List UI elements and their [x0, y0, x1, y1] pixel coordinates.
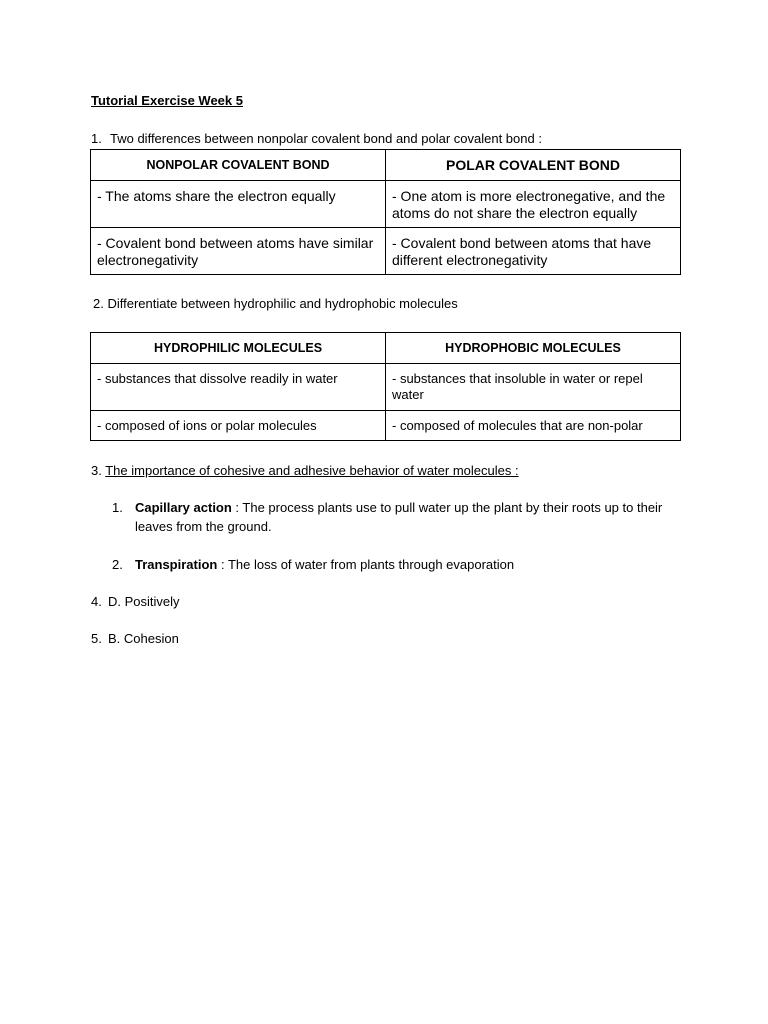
- question-5: [91, 631, 179, 646]
- list-item-number: 1.: [112, 500, 123, 515]
- question-4: [91, 594, 180, 609]
- table-cell: - Covalent bond between atoms have similar electronegativity: [97, 235, 374, 268]
- list-item: [112, 498, 682, 536]
- question-1-number: 1.: [91, 131, 102, 146]
- table-row: [91, 228, 681, 275]
- table-cell: - substances that dissolve readily in water: [97, 371, 338, 386]
- table-cell: - composed of ions or polar molecules: [97, 418, 317, 433]
- question-5-answer: B. Cohesion: [108, 631, 179, 646]
- table-cell: - substances that insoluble in water or repel water: [392, 371, 643, 402]
- table-header-hydrophobic: HYDROPHOBIC MOLECULES: [445, 341, 621, 355]
- question-5-number: 5.: [91, 631, 102, 646]
- table-header-nonpolar: NONPOLAR COVALENT BOND: [146, 158, 330, 172]
- list-item-description: : The loss of water from plants through evaporation: [217, 557, 515, 572]
- table-cell: - composed of molecules that are non-polar: [392, 418, 643, 433]
- table-header-polar: POLAR COVALENT BOND: [446, 157, 620, 173]
- question-1-text: Two differences between nonpolar covalent bond and polar covalent bond :: [110, 131, 542, 146]
- table-cell: - Covalent bond between atoms that have different electronegativity: [392, 235, 652, 268]
- question-4-number: 4.: [91, 594, 102, 609]
- list-item-term: Capillary action: [135, 500, 232, 515]
- list-item-term: Transpiration: [135, 557, 218, 572]
- table-cell: - One atom is more electronegative, and the atoms do not share the electron equally: [392, 188, 666, 221]
- table-row: [91, 181, 681, 228]
- question-1: [91, 131, 542, 146]
- table-row: [91, 411, 681, 441]
- hydrophilic-hydrophobic-table: [90, 332, 681, 441]
- question-3-number: 3.: [91, 463, 102, 478]
- covalent-bond-table: [90, 149, 681, 275]
- question-2-text: 2. Differentiate between hydrophilic and hydrophobic molecules: [93, 296, 458, 311]
- table-row: [91, 364, 681, 411]
- list-item-number: 2.: [112, 557, 123, 572]
- question-3-text: The importance of cohesive and adhesive behavior of water molecules :: [105, 463, 519, 478]
- list-item-description: : The process plants use to pull water up the plant by their roots up to their leaves from the ground.: [135, 500, 663, 534]
- question-4-answer: D. Positively: [108, 594, 180, 609]
- table-header-hydrophilic: HYDROPHILIC MOLECULES: [153, 341, 323, 355]
- question-3: [91, 463, 519, 478]
- list-item: [112, 555, 682, 574]
- page-title: Tutorial Exercise Week 5: [91, 93, 243, 108]
- table-cell: - The atoms share the electron equally: [97, 188, 336, 204]
